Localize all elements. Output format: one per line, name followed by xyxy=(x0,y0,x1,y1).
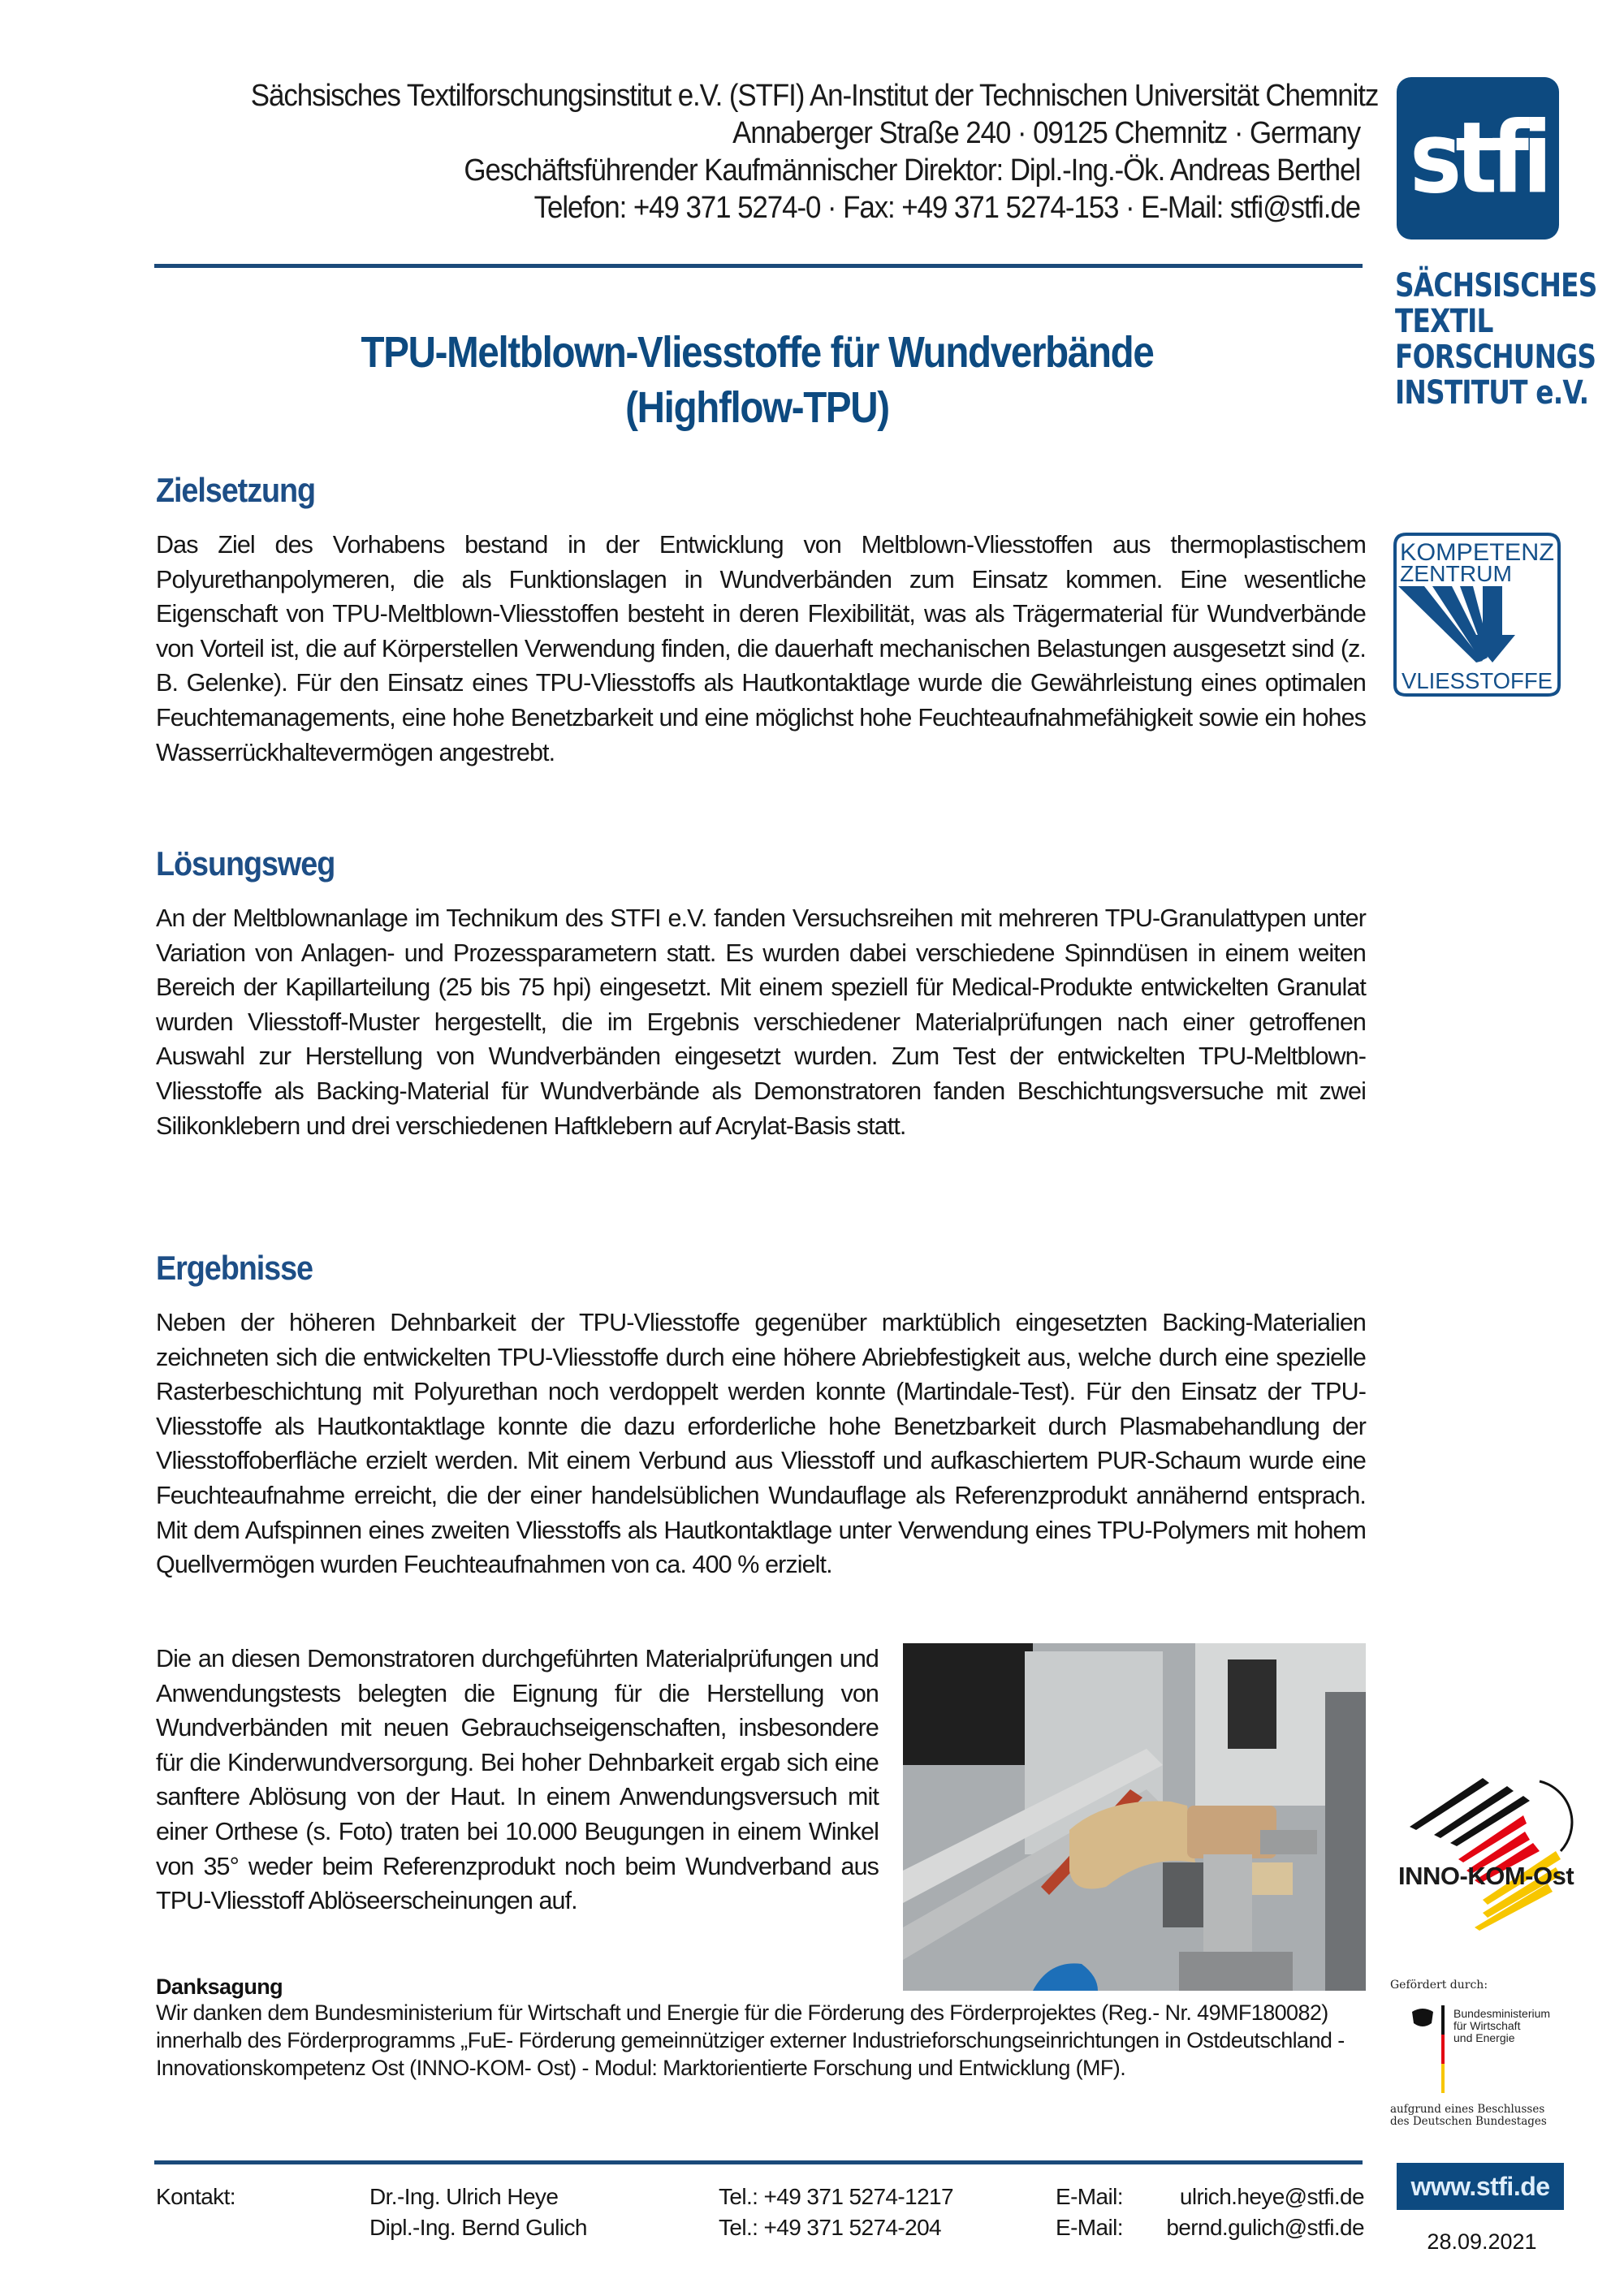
acknowledgement xyxy=(156,1974,1374,2082)
inno-kom-ost-logo xyxy=(1393,1762,1588,1932)
vliesstoffe-text: VLIESSTOFFE xyxy=(1402,668,1553,693)
bmwi-line: und Energie xyxy=(1453,2031,1515,2044)
contact-name: Dipl.-Ing. Bernd Gulich xyxy=(369,2215,587,2240)
stfi-wordmark-line: FORSCHUNGS xyxy=(1395,339,1596,376)
section-zielsetzung xyxy=(156,471,1366,770)
resolution-line: des Deutschen Bundestages xyxy=(1390,2115,1547,2128)
website-link[interactable]: www.stfi.de xyxy=(1397,2163,1564,2210)
contact-email-link[interactable]: ulrich.heye@stfi.de xyxy=(1179,2184,1364,2209)
section-ergebnisse xyxy=(156,1249,1366,1582)
zentrum-text: ZENTRUM xyxy=(1400,561,1512,586)
funding-label: Gefördert durch: xyxy=(1390,1979,1488,1992)
stfi-logo-mark: stfi xyxy=(1410,101,1546,215)
header-line-director: Geschäftsführender Kaufmännischer Direktor: Dipl.-Ing.-Ök. Andreas Berthel xyxy=(464,153,1360,188)
stfi-wordmark-line: SÄCHSISCHES xyxy=(1395,267,1597,304)
stfi-wordmark-line: INSTITUT e.V. xyxy=(1395,374,1589,412)
stfi-wordmark xyxy=(1395,267,1597,412)
contact-phone: Tel.: +49 371 5274-1217 xyxy=(719,2184,954,2209)
institute-header xyxy=(250,77,1379,227)
contact-email-link[interactable]: bernd.gulich@stfi.de xyxy=(1166,2215,1364,2240)
kompetenzzentrum-vliesstoffe-logo xyxy=(1392,531,1562,698)
contact-label: Kontakt: xyxy=(156,2184,235,2209)
acknowledgement-heading: Danksagung xyxy=(156,1974,283,1999)
contact-phone: Tel.: +49 371 5274-204 xyxy=(719,2215,942,2240)
header-line-institute: Sächsisches Textilforschungsinstitut e.V. (STFI) An-Institut der Technischen Universität Chemnitz xyxy=(250,79,1379,113)
inno-kom-ost-label: INNO-KOM-Ost xyxy=(1398,1862,1574,1890)
header-line-address: Annaberger Straße 240 · 09125 Chemnitz · Germany xyxy=(732,116,1360,150)
section-text: Neben der höheren Dehnbarkeit der TPU-Vliesstoffe gegenüber marktüblich eingesetzten Backing-Materialien zeichneten sich die entwickelten TPU-Vliesstoffe durch eine höhere Abriebfestigkeit aus, welche durch eine spezielle Rasterbeschichtung mit Polyurethan noch verdoppelt werden konnte (Martindale-Test). Für den Einsatz der TPU-Vliesstoffe als Hautkontaktlage konnte die dazu erforderliche hohe Benetzbarkeit durch Plasmabehandlung der Vliesstoffoberfläche erzielt werden. Mit einem Verbund aus Vliesstoff und aufkaschiertem PUR-Schaum wurde eine Feuchteaufnahme erreicht, die der einer handelsüblichen Wundauflage als Referenzprodukt annähernd entsprach. Mit dem Aufspinnen eines zweiten Vliesstoffs als Hautkontaktlage unter Verwendung eines TPU-Polymers mit hohem Quellvermögen wurden Feuchteaufnahmen von ca. 400 % erzielt. xyxy=(156,1309,1366,1579)
section-loesungsweg xyxy=(156,844,1366,1143)
document-title xyxy=(154,325,1360,435)
section-text: An der Meltblownanlage im Technikum des STFI e.V. fanden Versuchsreihen mit mehreren TPU-Granulattypen unter Variation von Anlagen- und Prozessparametern statt. Es wurden dabei verschiedene Spinndüsen in einem weiten Bereich der Kapillarteilung (25 bis 75 hpi) eingesetzt. Mit einem speziell für Medical-Produkte entwickelten Granulat wurden Vliesstoff-Muster hergestellt, die im Ergebnis verschiedener Materialprüfungen nach einer getroffenen Auswahl zur Herstellung von Wundverbänden eingesetzt wurden. Zum Test der entwickelten TPU-Meltblown-Vliesstoffe als Backing-Material für Wundverbände als Demonstratoren fanden Beschichtungsversuche mit zwei Silikonklebern und drei verschiedenen Haftklebern auf Acrylat-Basis statt. xyxy=(156,904,1366,1140)
contact-name: Dr.-Ing. Ulrich Heye xyxy=(369,2184,559,2209)
federal-eagle-flag-icon xyxy=(1409,2005,1449,2095)
kompetenz-text: KOMPETENZ xyxy=(1400,539,1554,566)
title-line-2: (Highflow-TPU) xyxy=(625,383,889,432)
bmwi-name xyxy=(1453,2008,1550,2044)
orthosis-test-photo xyxy=(903,1643,1366,1991)
header-line-contact: Telefon: +49 371 5274-0 · Fax: +49 371 5274-153 · E-Mail: stfi@stfi.de xyxy=(533,191,1360,225)
acknowledgement-text: Wir danken dem Bundesministerium für Wirtschaft und Energie für die Förderung des Förderprojektes (Reg.- Nr. 49MF180082) innerhalb des Förderprogramms „FuE- Förderung gemeinnütziger externer Industrieforschungseinrichtungen in Ostdeutschland - Innovationskompetenz Ost (INNO-KOM- Ost) - Modul: Marktorientierte Forschung und Entwicklung (MF). xyxy=(156,2000,1345,2080)
header-divider xyxy=(154,264,1363,268)
section-heading: Zielsetzung xyxy=(156,471,316,509)
document-date: 28.09.2021 xyxy=(1427,2229,1537,2254)
footer-divider xyxy=(154,2160,1363,2164)
bundestag-resolution-note xyxy=(1390,2104,1547,2128)
stfi-logo xyxy=(1397,77,1559,240)
section-heading: Ergebnisse xyxy=(156,1249,313,1287)
contact-email-label: E-Mail: xyxy=(1056,2215,1123,2240)
stfi-wordmark-line: TEXTIL xyxy=(1395,303,1493,340)
title-line-1: TPU-Meltblown-Vliesstoffe für Wundverbände xyxy=(361,328,1154,377)
contact-email-label: E-Mail: xyxy=(1056,2184,1123,2209)
bmwi-line: für Wirtschaft xyxy=(1453,2019,1521,2032)
section-text: Das Ziel des Vorhabens bestand in der Entwicklung von Meltblown-Vliesstoffen aus thermoplastischem Polyurethanpolymeren, die als Funktionslagen in Wundverbänden zum Einsatz kommen. Eine wesentliche Eigenschaft von TPU-Meltblown-Vliesstoffen besteht in deren Flexibilität, was als Trägermaterial für Wundverbände von Vorteil ist, die auf Körperstellen Verwendung finden, die dauerhaft mechanischen Belastungen ausgesetzt sind (z. B. Gelenke). Für den Einsatz eines TPU-Vliesstoffs als Hautkontaktlage wurde die Gewährleistung eines optimalen Feuchtemanagements, eine hohe Benetzbarkeit und eine möglichst hohe Feuchteaufnahmefähigkeit sowie ein hohes Wasserrückhaltevermögen angestrebt. xyxy=(156,531,1366,766)
resolution-line: aufgrund eines Beschlusses xyxy=(1390,2103,1545,2116)
ergebnisse-text-2: Die an diesen Demonstratoren durchgeführten Materialprüfungen und Anwendungstests belegten die Eignung für die Herstellung von Wundverbänden mit neuen Gebrauchseigenschaften, insbesondere für die Kinderwundversorgung. Bei hoher Dehnbarkeit ergab sich eine sanftere Ablösung von der Haut. In einem Anwendungsversuch mit einer Orthese (s. Foto) traten bei 10.000 Beugungen in einem Winkel von 35° weder beim Referenzprodukt noch beim Wundverband aus TPU-Vliesstoff Ablöseerscheinungen auf. xyxy=(156,1645,879,1915)
section-heading: Lösungsweg xyxy=(156,844,335,883)
bmwi-line: Bundesministerium xyxy=(1453,2007,1551,2020)
photo-illustration xyxy=(903,1643,1366,1991)
